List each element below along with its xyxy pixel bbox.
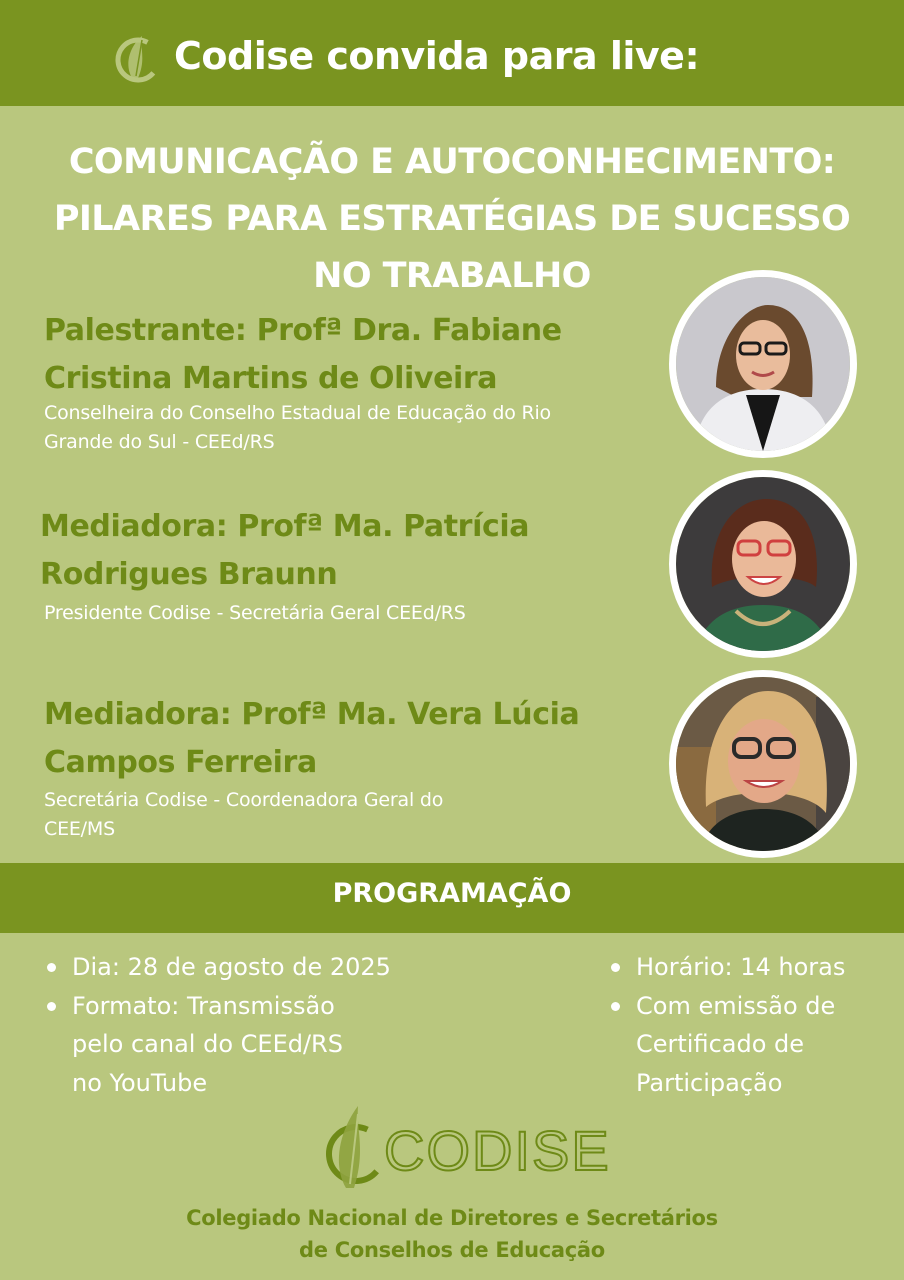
program-item-date [44,948,391,987]
program-item-certificate [608,987,845,1103]
speaker-photo-fabiane [669,270,857,458]
event-title-line: NO TRABALHO [313,256,591,296]
program-item-line: Participação [636,1068,783,1097]
speaker-photo-patricia [669,470,857,658]
program-list-right [608,948,845,1102]
program-item-time [608,948,845,987]
program-item-line: Horário: 14 horas [636,953,846,981]
speaker-name-line: Cristina Martins de Oliveira [44,361,498,396]
mediator-description-line: Presidente Codise - Secretária Geral CEEd/RS [44,602,466,624]
mediator-name [40,503,529,599]
program-item-line: Dia: 28 de agosto de 2025 [72,953,391,981]
program-title: PROGRAMAÇÃO [332,878,572,909]
header-title: Codise convida para live: [174,34,700,78]
mediator-description [44,599,466,628]
program-item-line: Com emissão de [636,991,836,1020]
mediator-name-line: Mediadora: Profª Ma. Patrícia [40,509,530,544]
program-item-line: no YouTube [72,1068,208,1097]
mediator-name-line: Rodrigues Braunn [40,557,338,592]
mediator-description-line: Secretária Codise - Coordenadora Geral do [44,789,444,811]
mediator-description [44,786,443,844]
speaker-description [44,399,551,457]
mediator-name [44,691,579,787]
codise-logo-icon [320,1100,388,1192]
speaker-description-line: Conselheira do Conselho Estadual de Educação do Rio [44,402,551,424]
program-item-line: Formato: Transmissão [72,991,335,1020]
speaker-name-line: Palestrante: Profª Dra. Fabiane [44,313,562,348]
codise-wordmark: CODISE [384,1119,611,1182]
organization-name-line: Colegiado Nacional de Diretores e Secretários [186,1206,718,1230]
speaker-name [44,307,562,403]
mediator-name-line: Mediadora: Profª Ma. Vera Lúcia [44,697,580,732]
program-item-line: Certificado de [636,1030,805,1058]
speaker-description-line: Grande do Sul - CEEd/RS [44,431,275,453]
event-title-line: COMUNICAÇÃO E AUTOCONHECIMENTO: [68,142,836,182]
mediator-description-line: CEE/MS [44,818,115,840]
speaker-photo-vera [669,670,857,858]
organization-name [0,1202,904,1266]
organization-name-line: de Conselhos de Educação [299,1238,605,1262]
program-item-line: pelo canal do CEEd/RS [72,1030,343,1058]
program-item-format [44,987,391,1103]
program-list-left [44,948,391,1102]
mediator-name-line: Campos Ferreira [44,745,317,780]
codise-leaf-logo-icon [112,30,164,86]
event-title-line: PILARES PARA ESTRATÉGIAS DE SUCESSO [53,199,851,239]
